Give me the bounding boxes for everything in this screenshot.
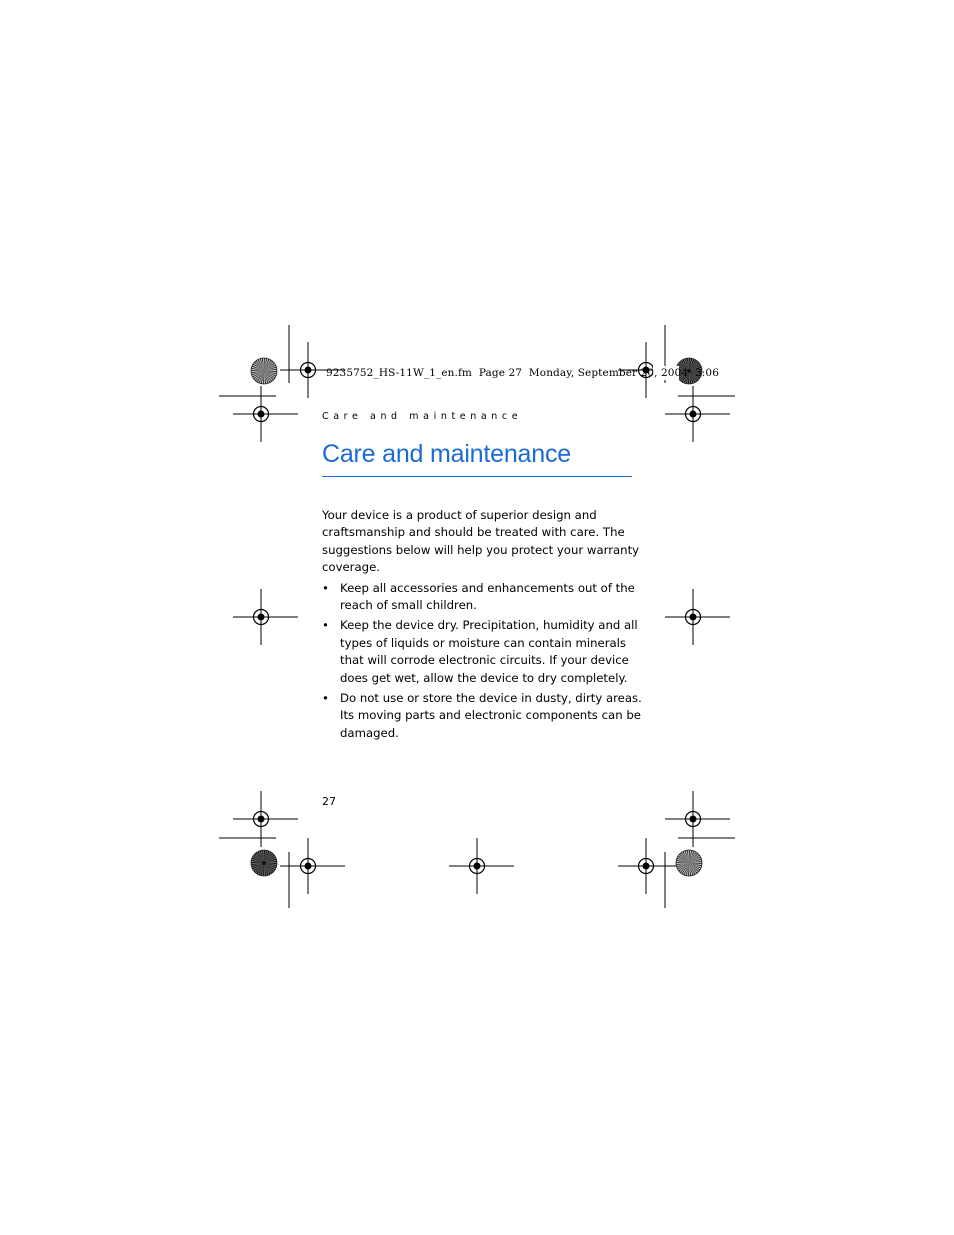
registration-mark-icon <box>233 386 298 442</box>
registration-mark-icon <box>618 838 683 894</box>
bullet-icon: • <box>322 618 329 633</box>
list-item-text: Keep the device dry. Precipitation, humidity and all types of liquids or moisture can contain minerals that will corrode electronic circuits. If your device does get wet, allow the device to dry completely. <box>340 618 638 685</box>
file-header: 9235752_HS-11W_1_en.fm Page 27 Monday, September 20, 2004 3:06 <box>326 367 719 379</box>
star-target-icon <box>251 358 277 384</box>
star-target-icon <box>676 850 702 876</box>
registration-mark-icon <box>665 386 730 442</box>
registration-mark-icon <box>233 791 298 847</box>
registration-mark-icon <box>280 838 345 894</box>
bullet-icon: • <box>322 580 329 595</box>
list-item <box>322 617 642 687</box>
bullet-list <box>322 580 642 743</box>
list-item <box>322 690 642 742</box>
list-item-text: Keep all accessories and enhancements out of the reach of small children. <box>340 580 635 613</box>
registration-mark-icon <box>449 838 514 894</box>
body-text <box>322 507 642 745</box>
list-item <box>322 580 642 615</box>
page-title: Care and maintenance <box>322 440 571 468</box>
list-item-text: Do not use or store the device in dusty, dirty areas. Its moving parts and electronic components can be damaged. <box>340 691 642 740</box>
registration-mark-icon <box>233 589 298 645</box>
intro-paragraph: Your device is a product of superior design and craftsmanship and should be treated with care. The suggestions below will help you protect your warranty coverage. <box>322 508 640 575</box>
bullet-icon: • <box>322 691 329 706</box>
registration-mark-icon <box>665 589 730 645</box>
running-header: Care and maintenance <box>322 411 523 422</box>
registration-mark-icon <box>665 791 730 847</box>
star-target-icon <box>251 850 277 876</box>
page-number: 27 <box>322 795 336 808</box>
title-rule <box>322 476 632 477</box>
